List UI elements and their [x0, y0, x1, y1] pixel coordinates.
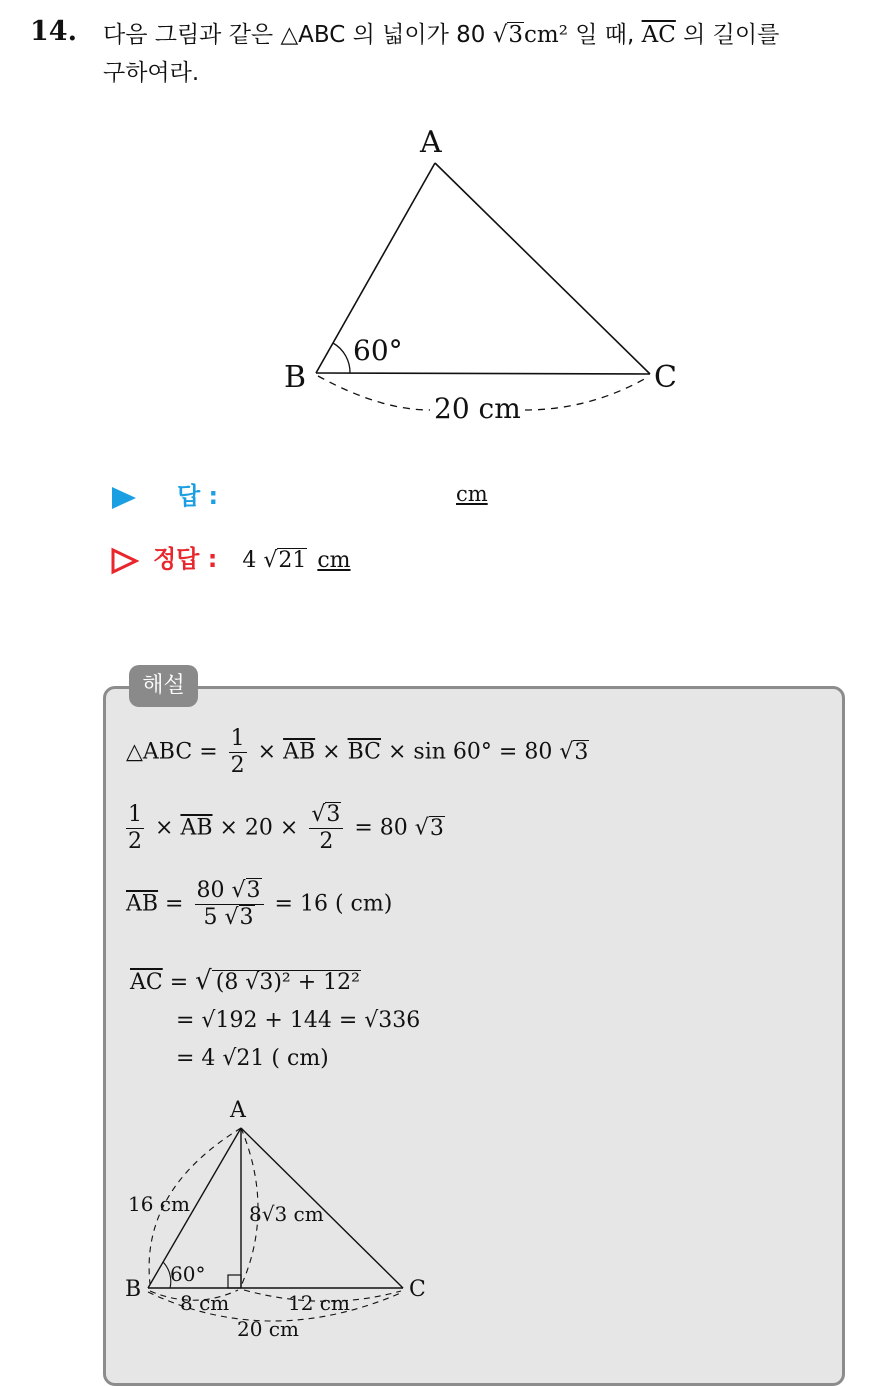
fig2-base-label: 20 cm	[237, 1317, 299, 1341]
brace-left	[318, 376, 430, 410]
side-bc	[316, 373, 650, 374]
equation-line-2: $\frac{1}{2}$ × $\overline{AB} \times 20$ × $\frac{√3}{2}$ = 80 √3	[128, 802, 444, 854]
equation-line-1: △ABC = $\frac{1}{2}$ × $\overline{AB} \times \overline{BC} \times \sin 60^\circ = 80$ √3	[126, 726, 589, 778]
area-unit: cm²	[524, 22, 568, 48]
play-icon	[110, 484, 140, 512]
right-angle-mark	[228, 1275, 241, 1288]
solution-figure	[0, 1090, 884, 1350]
area-root: 3	[508, 22, 523, 48]
vertex-c-label: C	[654, 360, 677, 395]
key-answer-row	[110, 539, 351, 575]
answer-label: 답 :	[177, 482, 219, 510]
angle-arc	[333, 343, 350, 373]
fig2-right-seg-label: 12 cm	[288, 1291, 350, 1315]
key-answer-label: 정답 :	[153, 545, 218, 573]
question-text: 다음 그림과 같은 △ABC 의 넓이가 80 √3cm² 일 때, $\overline{AC}$ 의 길이를 구하여라.	[103, 22, 780, 86]
equation-line-5: = √192 + 144 = √336	[176, 1008, 421, 1033]
equation-line-4: $\overline{AC}$ = √ (8 √3)² + 12²	[130, 966, 360, 996]
play-outline-icon	[110, 547, 140, 575]
triangle-figure	[0, 0, 884, 460]
fig2-vertex-c: C	[409, 1277, 426, 1302]
question-text-part3: 의 길이를	[675, 22, 780, 48]
brace-right	[525, 377, 648, 410]
base-length-label: 20 cm	[434, 392, 521, 425]
fig2-angle-label: 60°	[170, 1262, 206, 1286]
question-text-part2: 일 때,	[567, 22, 642, 48]
vertex-b-label: B	[284, 360, 307, 395]
answer-row	[110, 476, 218, 512]
angle-label: 60°	[353, 334, 403, 367]
equation-line-6: = 4 √21 ( cm)	[176, 1046, 329, 1071]
side-ac	[435, 163, 650, 374]
question-number: 14.	[30, 16, 77, 47]
question-text-part1: 다음 그림과 같은 △ABC 의 넓이가 80	[103, 22, 493, 48]
fig2-left-seg-label: 8 cm	[180, 1291, 230, 1315]
explanation-tag: 해설	[129, 665, 198, 707]
vertex-a-label: A	[420, 125, 442, 160]
fig2-side-ab-label: 16 cm	[128, 1192, 190, 1216]
segment-ac: $\overline{AC}$	[641, 22, 676, 48]
answer-unit: cm	[456, 482, 488, 506]
fig2-vertex-a: A	[230, 1098, 246, 1123]
fig2-vertex-b: B	[125, 1277, 142, 1302]
equation-line-3: $\overline{AB}$ = $\frac{80 √3}{5 √3}$ = 16 ( cm)	[126, 878, 393, 930]
question-text-line2: 구하여라.	[103, 60, 200, 86]
key-answer-value: 4 √21 cm	[242, 548, 351, 573]
fig2-height-label: 8√3 cm	[249, 1202, 324, 1226]
